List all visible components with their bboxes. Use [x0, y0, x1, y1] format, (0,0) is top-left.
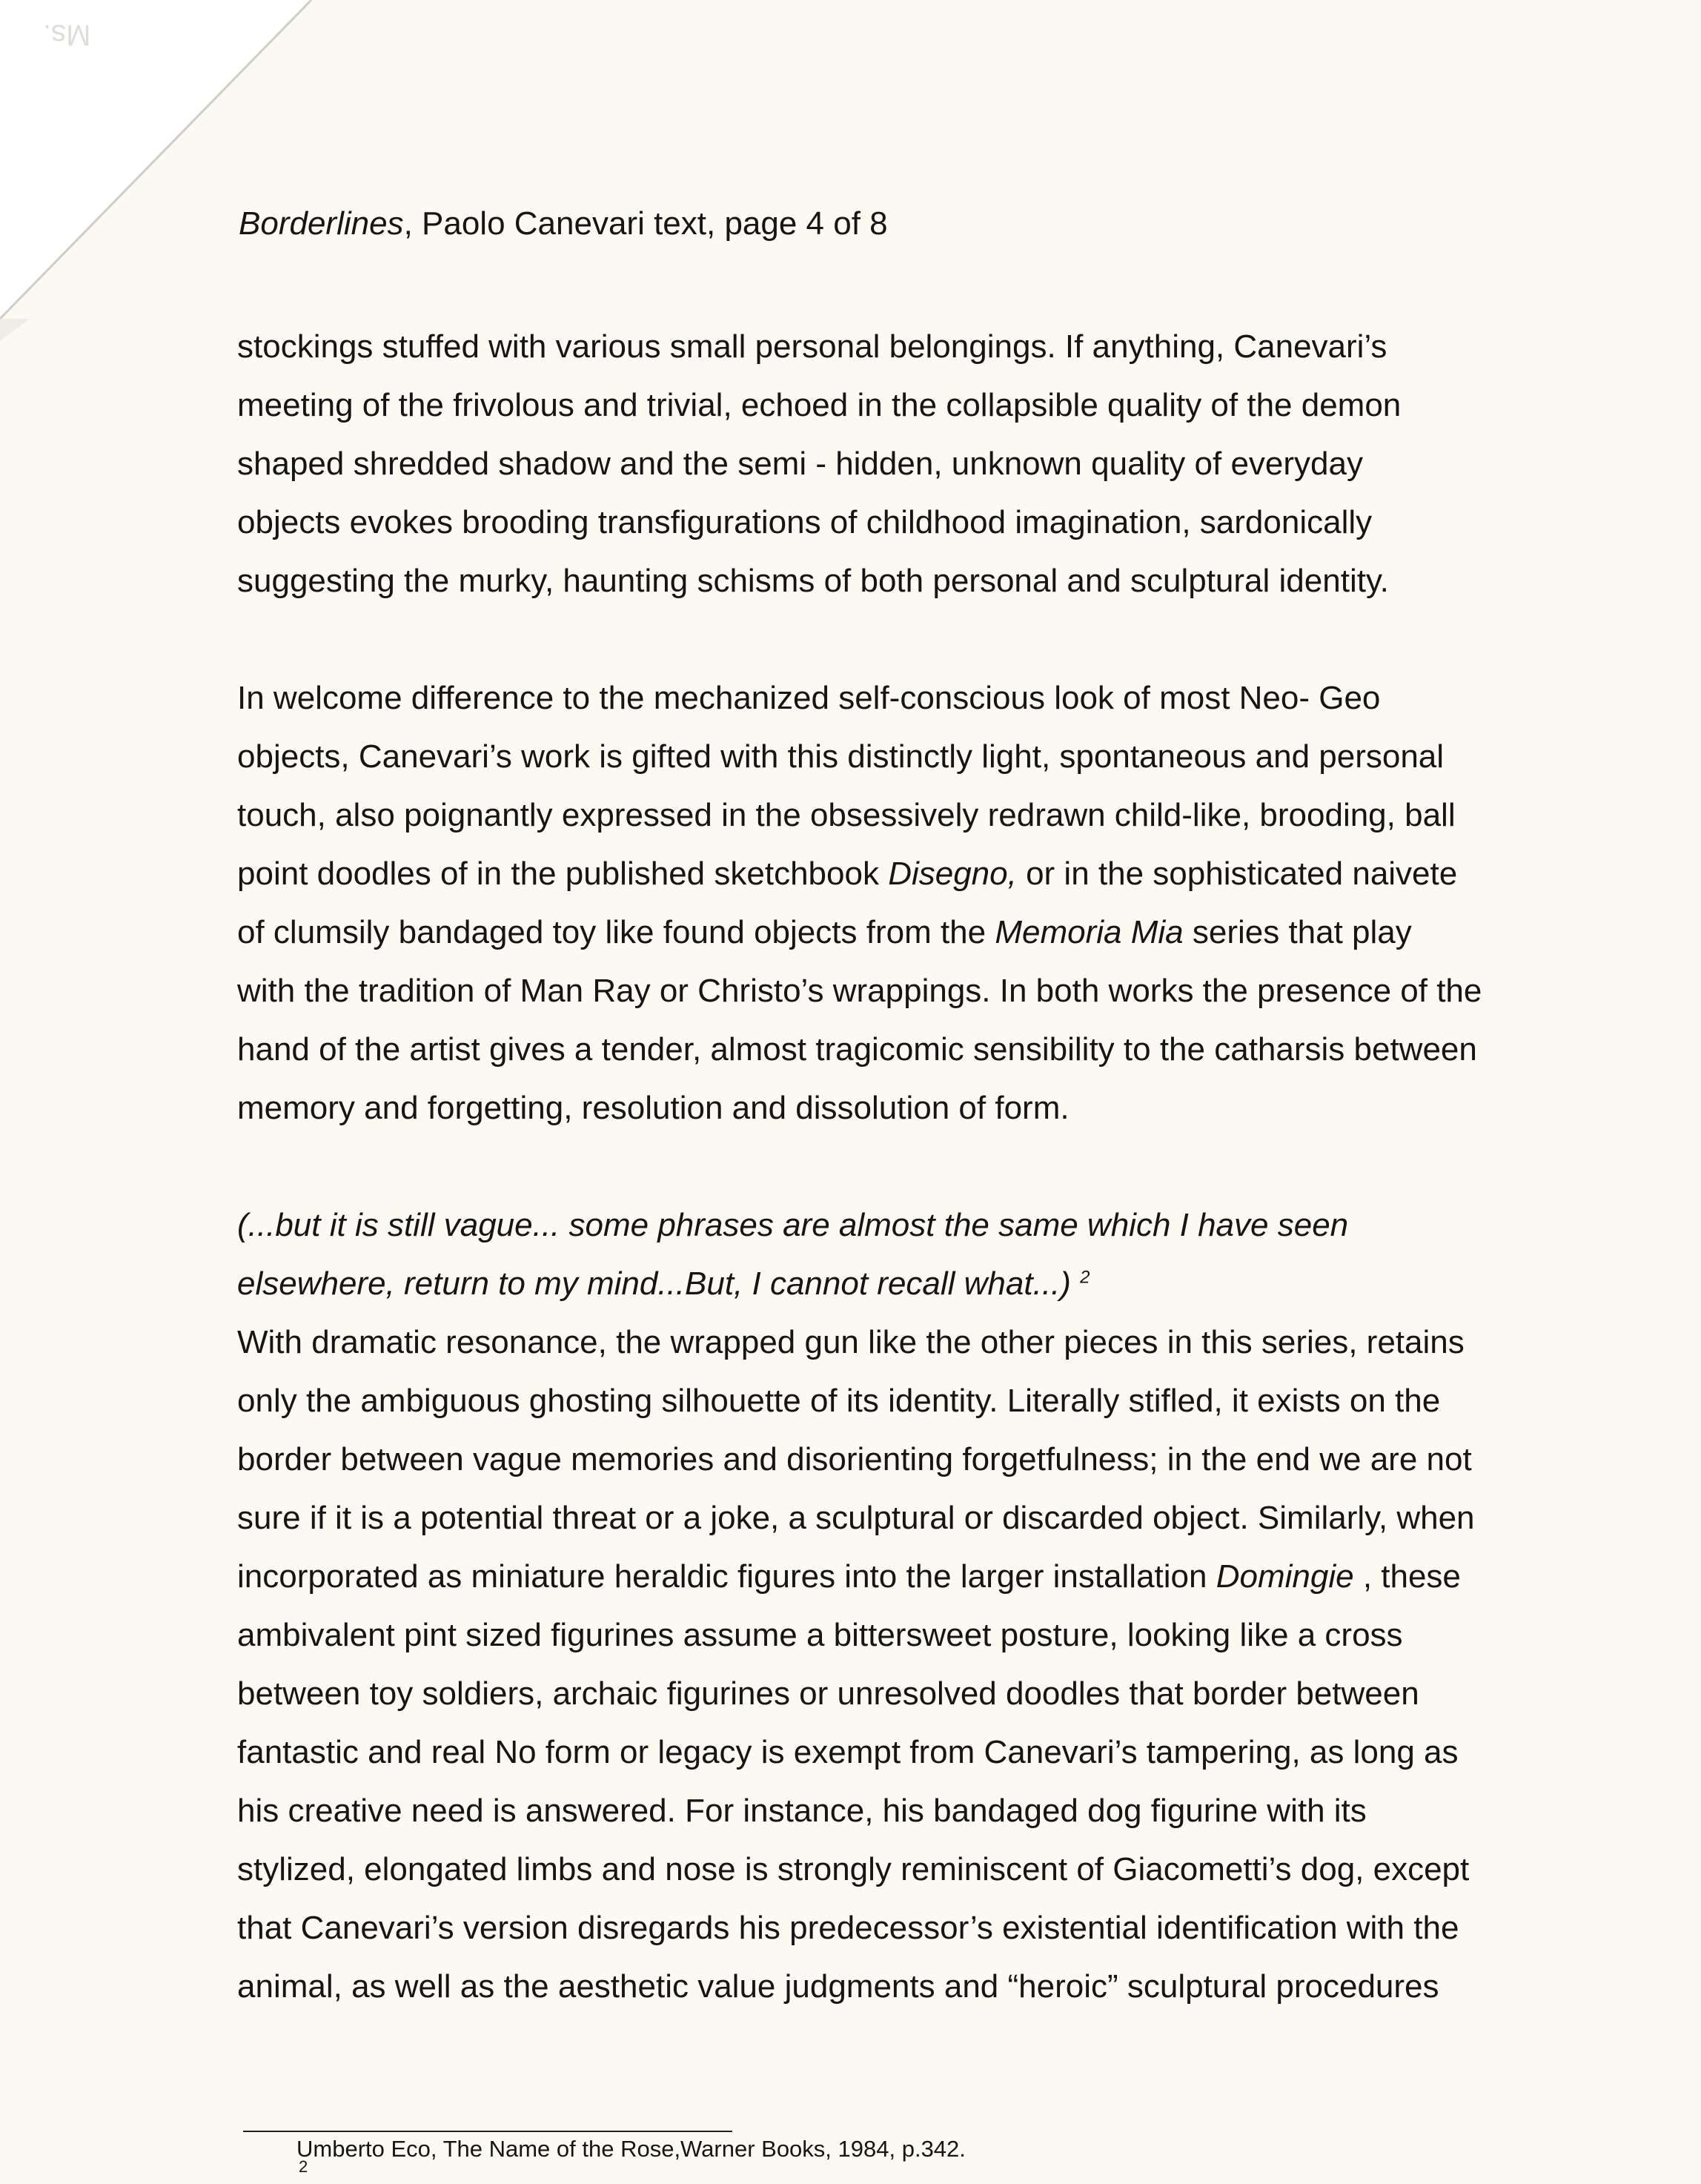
text-span: or in the sophisticated naivete: [1016, 856, 1458, 892]
footnote-text: [296, 2131, 966, 2168]
margin-mark: Ms.: [43, 19, 91, 51]
body-text: [237, 317, 1694, 2016]
text-line: his creative need is answered. For instance, his bandaged dog figurine with its: [237, 1793, 1367, 1829]
text-line: [237, 844, 1694, 903]
text-line: that Canevari’s version disregards his predecessor’s existential identification with the: [237, 1910, 1459, 1946]
text-line: stockings stuffed with various small personal belongings. If anything, Canevari’s: [237, 328, 1387, 365]
text-line: border between vague memories and disorienting forgetfulness; in the end we are not: [237, 1441, 1472, 1477]
text-line: only the ambiguous ghosting silhouette of its identity. Literally stifled, it exists on the: [237, 1383, 1441, 1419]
text-line: ambivalent pint sized figurines assume a bittersweet posture, looking like a cross: [237, 1617, 1403, 1653]
footnote-citation: Umberto Eco, The Name of the Rose,Warner Books, 1984, p.342.: [296, 2136, 966, 2162]
text-line: In welcome difference to the mechanized self-conscious look of most Neo- Geo: [237, 680, 1381, 716]
quote-line: [237, 1196, 1694, 1254]
text-span: incorporated as miniature heraldic figures into the larger installation: [237, 1558, 1216, 1595]
folded-corner: [0, 0, 341, 341]
text-line: objects, Canevari’s work is gifted with this distinctly light, spontaneous and personal: [237, 738, 1445, 775]
text-line: touch, also poignantly expressed in the obsessively redrawn child-like, brooding, ball: [237, 797, 1456, 833]
paragraph-3: [237, 1313, 1694, 2016]
text-line: sure if it is a potential threat or a joke, a sculptural or discarded object. Similarly, when: [237, 1500, 1475, 1536]
text-line: between toy soldiers, archaic figurines or unresolved doodles that border between: [237, 1675, 1419, 1712]
text-line: with the tradition of Man Ray or Christo’s wrappings. In both works the presence of the: [237, 973, 1482, 1009]
paragraph-1: [237, 317, 1694, 610]
footnote-mark: 2: [299, 2157, 308, 2176]
text-line: [237, 903, 1694, 962]
text-line: fantastic and real No form or legacy is exempt from Canevari’s tampering, as long as: [237, 1734, 1459, 1770]
text-line: hand of the artist gives a tender, almost tragicomic sensibility to the catharsis between: [237, 1031, 1477, 1068]
italic-title: Disegno,: [888, 856, 1017, 892]
text-line: animal, as well as the aesthetic value judgments and “heroic” sculptural procedures: [237, 1968, 1439, 2005]
text-line: shaped shredded shadow and the semi - hidden, unknown quality of everyday: [237, 446, 1363, 482]
text-line: meeting of the frivolous and trivial, echoed in the collapsible quality of the demon: [237, 387, 1402, 423]
text-line: [237, 1547, 1694, 1606]
quote-text: (...but it is still vague... some phrases are almost the same which I have seen: [237, 1207, 1349, 1243]
page-header: [239, 202, 888, 246]
text-line: objects evokes brooding transfigurations of childhood imagination, sardonically: [237, 504, 1373, 540]
text-span: , these: [1353, 1558, 1461, 1595]
italic-title: Memoria Mia: [995, 914, 1184, 950]
text-line: memory and forgetting, resolution and dissolution of form.: [237, 1090, 1070, 1126]
text-line: stylized, elongated limbs and nose is strongly reminiscent of Giacometti’s dog, except: [237, 1851, 1470, 1887]
text-span: of clumsily bandaged toy like found objects from the: [237, 914, 995, 950]
text-span: series that play: [1183, 914, 1412, 950]
quote-line: [237, 1254, 1694, 1313]
footnote-reference: 2: [1080, 1267, 1090, 1288]
quote-block: [237, 1196, 1694, 1313]
text-line: suggesting the murky, haunting schisms of both personal and sculptural identity.: [237, 563, 1389, 599]
italic-title: Domingie: [1216, 1558, 1354, 1595]
text-span: point doodles of in the published sketchbook: [237, 856, 889, 892]
header-title-italic: Borderlines: [239, 205, 404, 242]
header-title-rest: , Paolo Canevari text, page 4 of 8: [403, 205, 888, 242]
text-line: With dramatic resonance, the wrapped gun like the other pieces in this series, retains: [237, 1324, 1465, 1360]
paragraph-2: [237, 669, 1694, 1137]
quote-text: elsewhere, return to my mind...But, I cannot recall what...): [237, 1265, 1071, 1302]
